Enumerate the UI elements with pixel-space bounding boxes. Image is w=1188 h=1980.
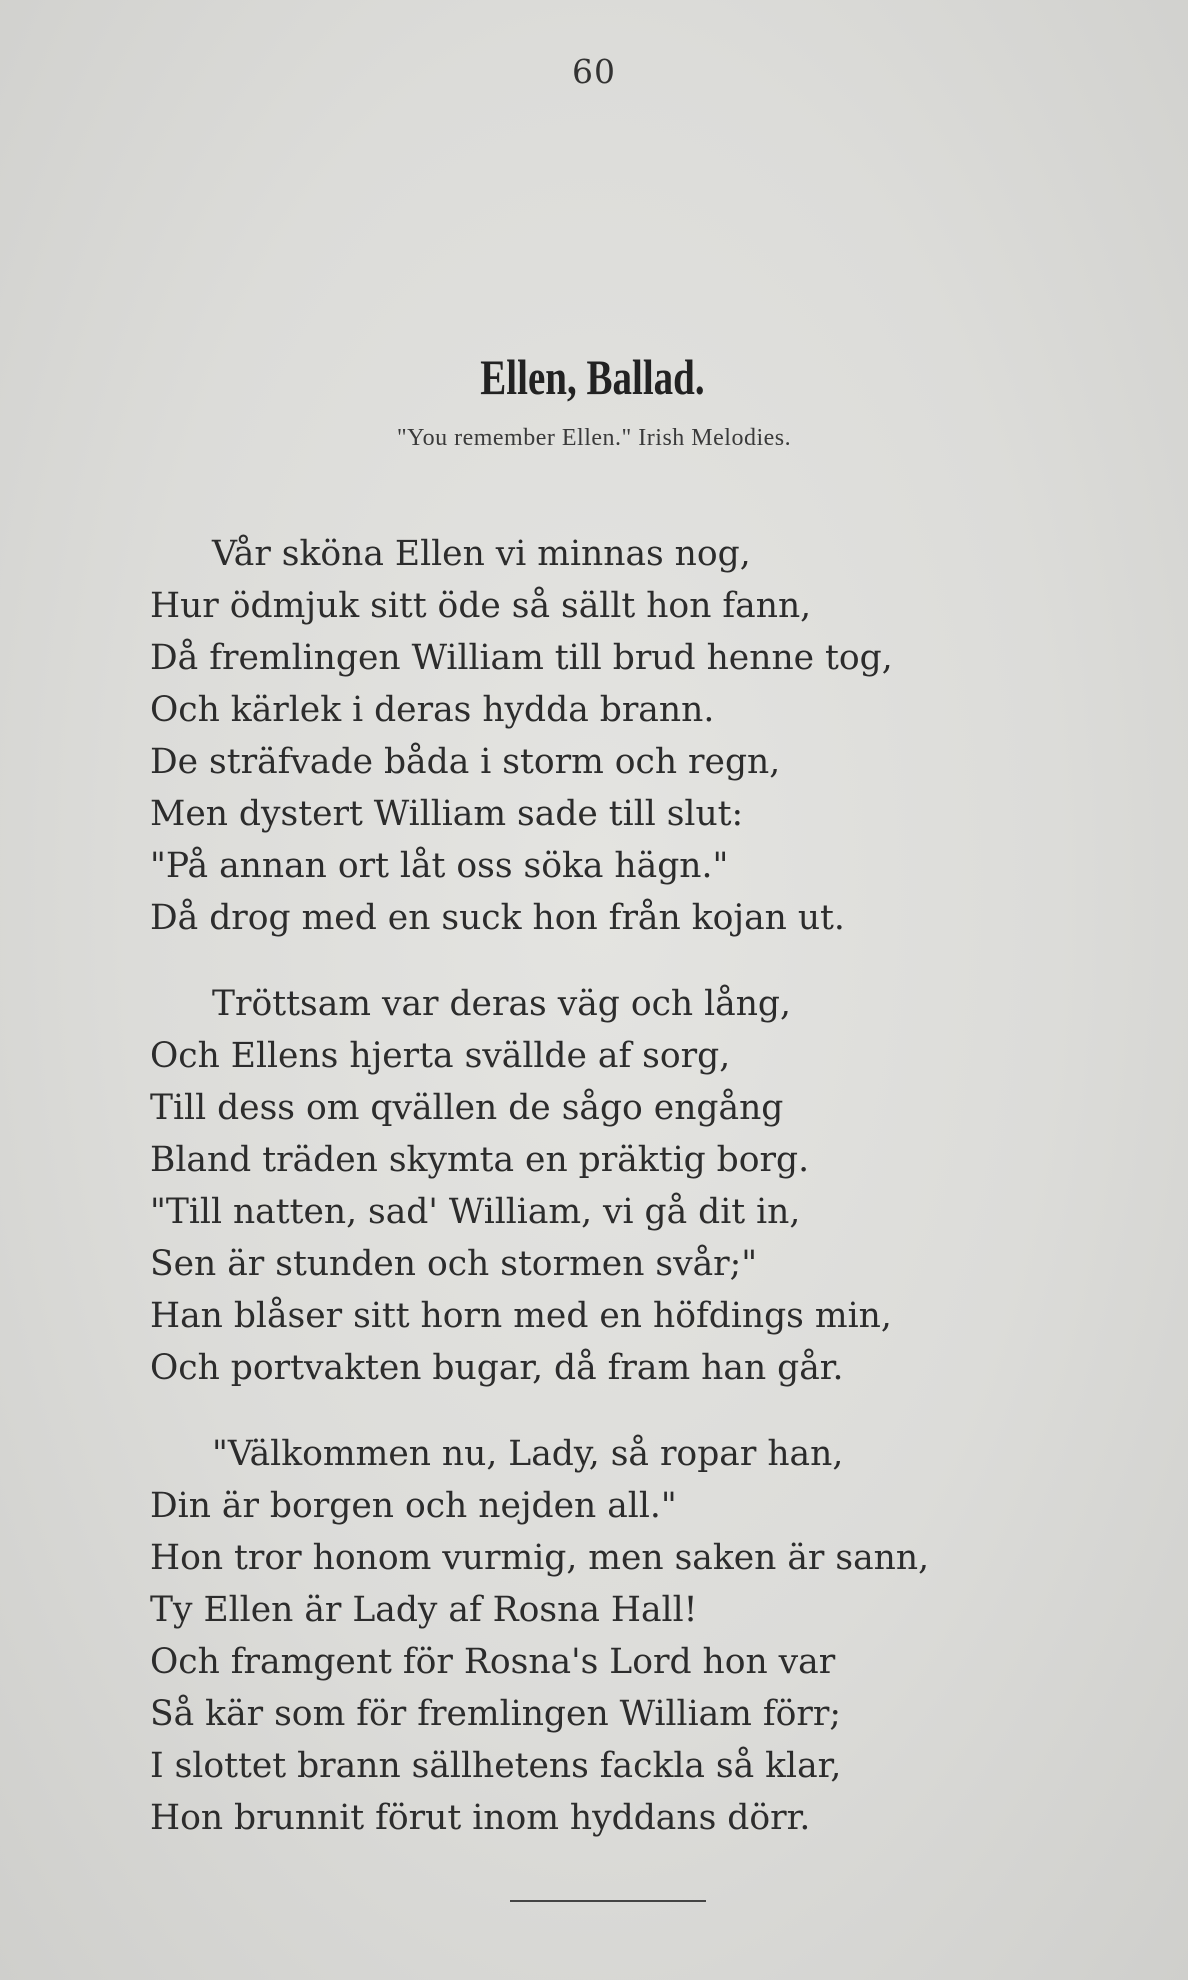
poem-line: Och kärlek i deras hydda brann. — [150, 690, 715, 730]
poem-subtitle: "You remember Ellen." Irish Melodies. — [396, 425, 792, 451]
poem-line: Vår sköna Ellen vi minnas nog, — [212, 534, 751, 574]
poem-line: Då fremlingen William till brud henne tog, — [150, 638, 893, 678]
page-number: 60 — [572, 52, 616, 91]
poem-line: Så kär som för fremlingen William förr; — [150, 1694, 842, 1734]
poem-line: Ty Ellen är Lady af Rosna Hall! — [150, 1590, 698, 1630]
poem-line: "På annan ort låt oss söka hägn." — [150, 846, 729, 886]
poem-line: Hon brunnit förut inom hyddans dörr. — [150, 1798, 811, 1838]
poem-line: Han blåser sitt horn med en höfdings min, — [150, 1296, 892, 1336]
poem-line: Hur ödmjuk sitt öde så sällt hon fann, — [150, 586, 812, 626]
poem-title: Ellen, Ballad. — [480, 349, 705, 405]
closing-rule — [510, 1900, 706, 1902]
poem-line: Tröttsam var deras väg och lång, — [212, 984, 791, 1024]
poem-line: De sträfvade båda i storm och regn, — [150, 742, 781, 782]
poem-line: Bland träden skymta en präktig borg. — [150, 1140, 810, 1180]
poem-line: Sen är stunden och stormen svår;" — [150, 1244, 758, 1284]
poem-line: Då drog med en suck hon från kojan ut. — [150, 898, 845, 938]
stanza-1 — [150, 528, 1050, 944]
poem-line: Men dystert William sade till slut: — [150, 794, 744, 834]
poem-line: "Välkommen nu, Lady, så ropar han, — [212, 1434, 844, 1474]
poem-body — [150, 528, 1050, 1878]
poem-line: Och framgent för Rosna's Lord hon var — [150, 1642, 836, 1682]
stanza-2 — [150, 978, 1050, 1394]
poem-line: I slottet brann sällhetens fackla så klar, — [150, 1746, 842, 1786]
poem-line: Till dess om qvällen de sågo engång — [150, 1088, 784, 1128]
poem-line: Hon tror honom vurmig, men saken är sann, — [150, 1538, 930, 1578]
poem-line: Din är borgen och nejden all." — [150, 1486, 677, 1526]
poem-line: Och portvakten bugar, då fram han går. — [150, 1348, 844, 1388]
poem-line: "Till natten, sad' William, vi gå dit in, — [150, 1192, 801, 1232]
poem-line: Och Ellens hjerta svällde af sorg, — [150, 1036, 731, 1076]
stanza-3 — [150, 1428, 1050, 1844]
